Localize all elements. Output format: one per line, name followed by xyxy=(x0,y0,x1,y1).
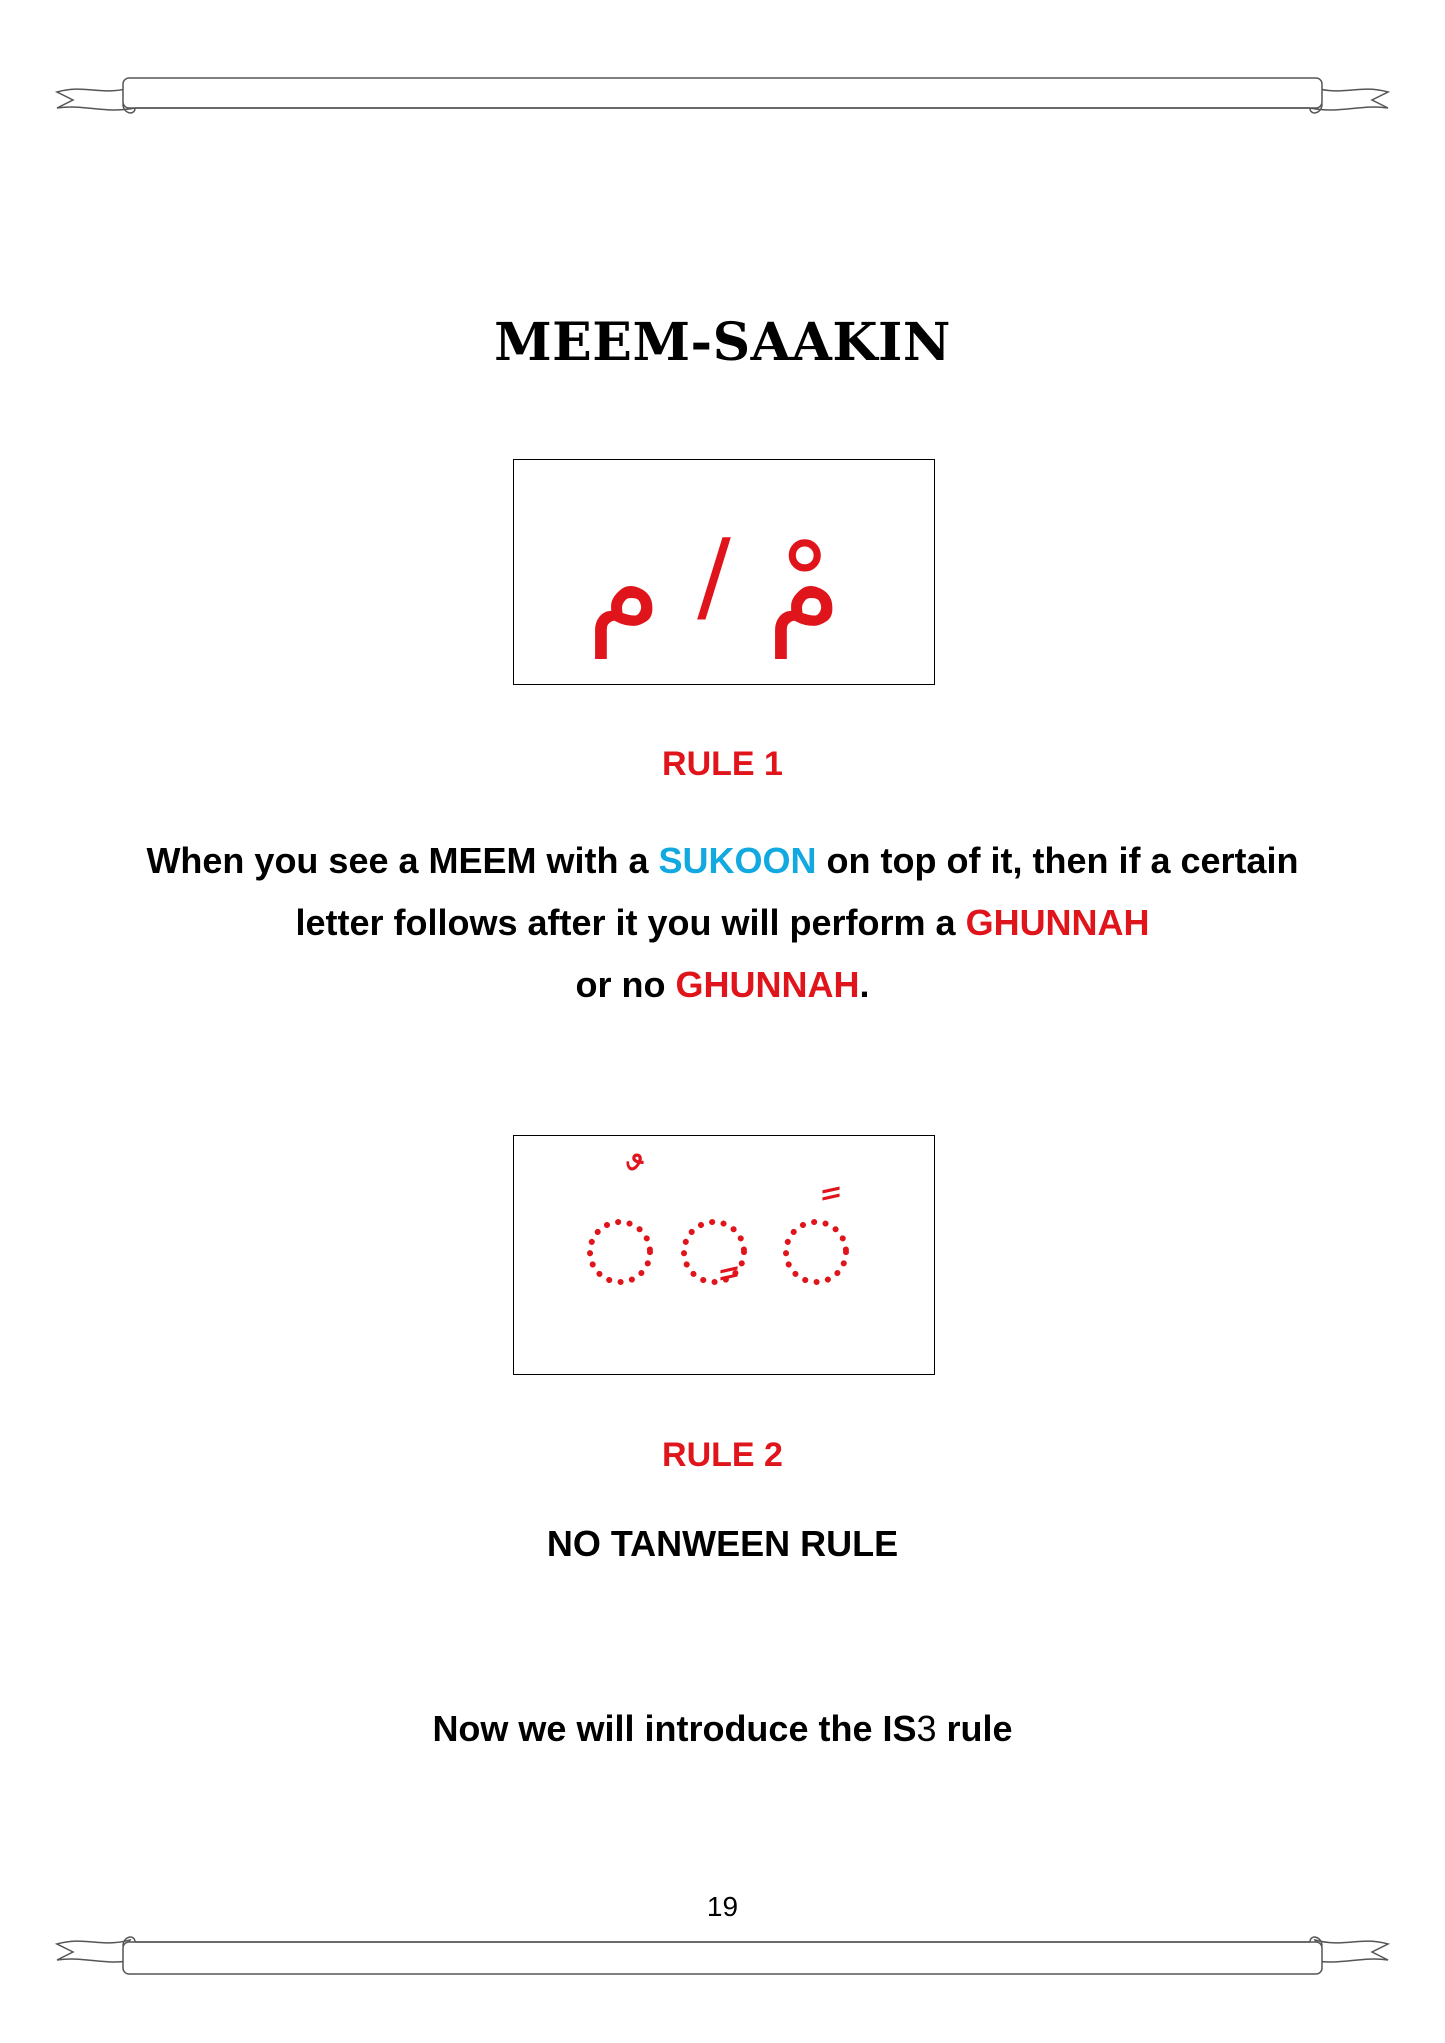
rule-1-label: RULE 1 xyxy=(662,745,783,783)
page-title: MEEM-SAAKIN xyxy=(494,312,951,373)
rule-1-text-part2: on top of it, then if a certain letter follows after it you will perform a xyxy=(295,840,1299,943)
intro-part1: Now we will introduce the IS xyxy=(432,1708,917,1749)
intro-part2: rule xyxy=(936,1708,1013,1749)
rule-2-subheading: NO TANWEEN RULE xyxy=(546,1523,899,1564)
rule-1-text-part4: . xyxy=(859,964,870,1005)
dotted-circle-middle xyxy=(684,1222,744,1282)
dammatain-mark xyxy=(626,1154,644,1171)
top-scroll-banner xyxy=(55,74,1390,122)
fathatain-mark xyxy=(822,1186,840,1201)
ghunnah-keyword: GHUNNAH xyxy=(965,902,1150,943)
intro-number: 3 xyxy=(916,1708,937,1749)
dotted-circle-right xyxy=(786,1222,846,1282)
rule-1-description xyxy=(120,830,1325,1016)
sukoon-keyword: SUKOON xyxy=(658,840,817,881)
tanween-box xyxy=(513,1135,935,1375)
meem-letters-box xyxy=(513,459,935,685)
meem-sukoon-glyph: مْ xyxy=(766,520,842,659)
dotted-circle-left xyxy=(590,1222,650,1282)
ghunnah-keyword: GHUNNAH xyxy=(675,964,860,1005)
separator-glyph: / xyxy=(697,517,731,634)
page-number: 19 xyxy=(706,1891,739,1922)
rule-1-text-part3: or no xyxy=(575,964,676,1005)
bottom-scroll-banner xyxy=(55,1932,1390,1980)
rule-2-label: RULE 2 xyxy=(662,1436,783,1474)
meem-plain-glyph: م xyxy=(586,520,662,659)
rule-1-text-part1: When you see a MEEM with a xyxy=(146,840,659,881)
intro-line xyxy=(0,1708,1445,1750)
